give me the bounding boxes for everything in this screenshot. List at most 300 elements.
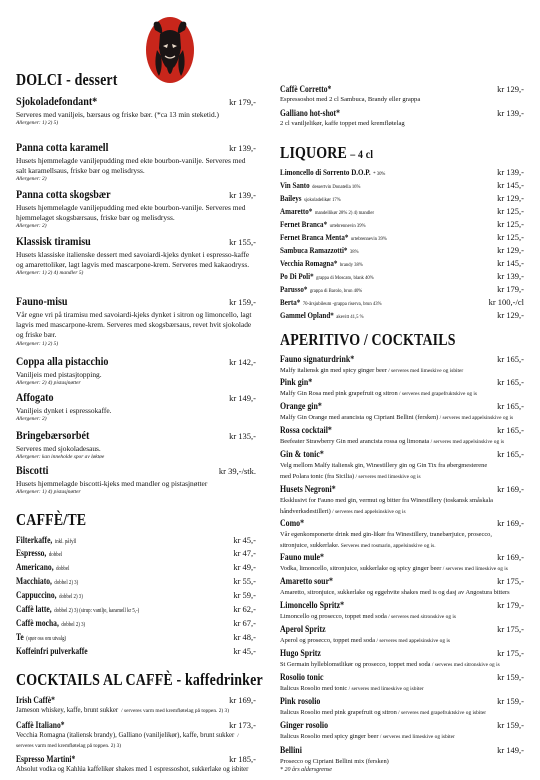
item-row bbox=[280, 576, 524, 587]
item-description bbox=[280, 612, 524, 622]
item-name-text: Baileys bbox=[280, 194, 302, 203]
item-description bbox=[280, 437, 524, 447]
item-note: (spør oss om utvalg) bbox=[26, 636, 67, 642]
item-name: Fauno-misu bbox=[16, 294, 68, 308]
item-name bbox=[280, 272, 374, 281]
item-name: Caffè Corretto* bbox=[280, 84, 332, 94]
item-row bbox=[16, 94, 256, 109]
item-price: kr 169,- bbox=[497, 518, 524, 528]
menu-item bbox=[280, 672, 524, 694]
menu-item bbox=[16, 646, 256, 656]
item-price: kr 125,- bbox=[497, 219, 524, 229]
item-row bbox=[280, 401, 524, 412]
menu-item bbox=[280, 401, 524, 423]
item-price: kr 139,- bbox=[497, 108, 524, 118]
item-row bbox=[16, 632, 256, 642]
item-note: Serveres med rosmarin, appelsinskive og is. bbox=[339, 543, 436, 549]
item-description bbox=[280, 541, 524, 551]
menu-item bbox=[16, 463, 256, 496]
item-row bbox=[16, 234, 256, 249]
item-allergens: Allergener: 1) 2) 4) mandler 5) bbox=[16, 270, 84, 277]
footnote: * 20 års aldersgrense bbox=[280, 767, 332, 773]
item-note: 70-årsjubileum -grappa riserva, brun 43% bbox=[302, 301, 382, 307]
item-description-text: Vodka, limoncello, sitronjuice, sukkerlake og spicy ginger beer bbox=[280, 565, 442, 572]
item-row bbox=[280, 193, 524, 203]
item-name: Rossa cocktail* bbox=[280, 426, 332, 436]
item-price: kr 59,- bbox=[233, 590, 256, 600]
item-name-text: Koffeinfri pulverkaffe bbox=[16, 646, 88, 656]
item-row bbox=[280, 310, 524, 320]
item-row bbox=[16, 576, 256, 586]
item-name-text: Fernet Branca* bbox=[280, 220, 328, 229]
item-name-text: Americano, bbox=[16, 562, 54, 572]
item-description: Husets hjemmelagde vaniljepudding med ekte bourbon-vanilje. Serveres med hjemmelaget skogsbærsaus, friske bær og melisdryss. bbox=[16, 203, 246, 223]
item-description-text: St Germain hylleblomstlikør og prosecco, toppet med soda bbox=[280, 661, 431, 668]
item-price: kr 135,- bbox=[229, 431, 256, 441]
item-note: grappa di Moscato, blank 40% bbox=[316, 275, 374, 281]
item-price: kr 165,- bbox=[497, 377, 524, 387]
item-description bbox=[16, 765, 256, 774]
section-title-text: COCKTAILS AL CAFFÈ - kaffedrinker bbox=[16, 670, 263, 689]
item-row bbox=[280, 258, 524, 268]
item-row bbox=[280, 672, 524, 683]
item-row bbox=[280, 297, 524, 307]
item-name: Biscotti bbox=[16, 463, 49, 477]
item-name: Panna cotta karamell bbox=[16, 140, 109, 154]
item-row bbox=[16, 463, 256, 478]
menu-item bbox=[280, 484, 524, 517]
item-name-text: Limoncello di Sorrento D.O.P. bbox=[280, 168, 371, 177]
item-row bbox=[16, 548, 256, 558]
item-name: Husets Negroni* bbox=[280, 485, 336, 495]
item-price: kr 129,- bbox=[497, 310, 524, 320]
menu-item bbox=[280, 232, 524, 242]
section-subtitle: – 4 cl bbox=[350, 147, 374, 161]
item-note: / serveres med appelsinskive og is bbox=[330, 509, 406, 515]
menu-item bbox=[16, 754, 256, 774]
menu-item bbox=[280, 271, 524, 281]
item-name: Bellini bbox=[280, 746, 302, 756]
item-allergens: Allergener: 1) 4) pistasjnøtter bbox=[16, 489, 81, 496]
item-price: kr 165,- bbox=[497, 401, 524, 411]
menu-item bbox=[16, 535, 256, 545]
menu-item bbox=[16, 548, 256, 558]
item-note: inkl. påfyll bbox=[54, 539, 77, 545]
item-name: Fauno mule* bbox=[280, 553, 324, 563]
item-name bbox=[280, 220, 365, 229]
item-row bbox=[16, 590, 256, 600]
item-row bbox=[280, 624, 524, 635]
item-row bbox=[16, 535, 256, 545]
item-note: grappa di Barolo, brun 40% bbox=[309, 288, 363, 294]
item-description-text: Absolut vodka og Kahlúa kaffelikør shakes med 1 espressoshot, sukkerlake og isbiter bbox=[16, 766, 249, 773]
item-row bbox=[280, 449, 524, 460]
section-title bbox=[280, 330, 456, 350]
menu-item bbox=[16, 618, 256, 628]
item-name-text: Vecchia Romagna* bbox=[280, 259, 338, 268]
item-price: kr 165,- bbox=[497, 425, 524, 435]
item-description: 2 cl vaniljelikør, kaffe toppet med kremfløtelag bbox=[280, 120, 405, 127]
item-description: Husets hjemmelagde vaniljepudding med ekte bourbon-vanilje. Serveres med salt karamellsaus, friske bær og melisdryss. bbox=[16, 156, 246, 176]
section-title-text: APERITIVO / COCKTAILS bbox=[280, 330, 456, 349]
item-name bbox=[16, 590, 83, 600]
menu-item bbox=[280, 576, 524, 598]
item-row bbox=[16, 646, 256, 656]
item-row bbox=[280, 206, 524, 216]
menu-item bbox=[280, 425, 524, 447]
item-row bbox=[16, 604, 256, 614]
section-title bbox=[16, 670, 263, 690]
item-description: Husets hjemmelagde biscotti-kjeks med mandler og pistasjnøtter bbox=[16, 479, 208, 488]
item-name: Como* bbox=[280, 519, 305, 529]
item-description-text: Prosecco og Cipriani Bellini mix (fersken) bbox=[280, 758, 389, 765]
menu-item bbox=[280, 552, 524, 574]
item-row bbox=[280, 377, 524, 388]
item-name-text: Cappuccino, bbox=[16, 590, 57, 600]
item-price: kr 155,- bbox=[229, 237, 256, 247]
item-note: / serveres med appelsinskive og is bbox=[429, 439, 505, 445]
item-price: kr 159,- bbox=[497, 696, 524, 706]
item-name bbox=[280, 259, 363, 268]
item-description-text: med Polara tonic (fra Sicilia) bbox=[280, 473, 355, 480]
item-name-text: Macchiato, bbox=[16, 576, 52, 586]
item-name: Pink gin* bbox=[280, 378, 313, 388]
menu-item bbox=[16, 94, 256, 127]
section-title bbox=[16, 70, 118, 90]
item-note: urtebrennevin 39% bbox=[350, 236, 387, 242]
item-price: kr 49,- bbox=[233, 562, 256, 572]
item-description: Serveres med sjokoladesaus. bbox=[16, 444, 101, 453]
item-description-text: Velg mellom Malfy italiensk gin, Winestillery gin og Gin Tix fra øbergmesterene bbox=[280, 462, 488, 469]
item-price: kr 165,- bbox=[497, 449, 524, 459]
item-name bbox=[280, 285, 362, 294]
item-name bbox=[16, 632, 66, 642]
menu-item bbox=[280, 219, 524, 229]
item-description: Vår egne vri på tiramisu med savoiardi-kjeks dynket i sitron og limoncello, lagt lagvis med mascarpone-krem. Serveres med skogsbærsaus, revet hvit sjokolade og friske bær. bbox=[16, 310, 252, 340]
menu-item bbox=[280, 354, 524, 376]
item-name-text: Berta* bbox=[280, 298, 301, 307]
menu-item bbox=[280, 258, 524, 268]
item-price: kr 145,- bbox=[497, 180, 524, 190]
item-name: Rosolio tonic bbox=[280, 673, 324, 683]
item-price: kr 179,- bbox=[497, 600, 524, 610]
item-name bbox=[280, 246, 359, 255]
item-name: Orange gin* bbox=[280, 402, 322, 412]
item-note: / serveres med limeskive og isbiter bbox=[386, 368, 464, 374]
menu-item bbox=[280, 193, 524, 203]
item-row bbox=[280, 245, 524, 255]
item-name bbox=[280, 207, 374, 216]
item-price: kr 67,- bbox=[233, 618, 256, 628]
item-price: kr 48,- bbox=[233, 632, 256, 642]
item-name bbox=[280, 311, 364, 320]
menu-item bbox=[280, 310, 524, 320]
item-description-text: Aperol og prosecco, toppet med soda bbox=[280, 637, 376, 644]
item-name: Caffè Italiano* bbox=[16, 720, 65, 730]
item-description bbox=[280, 461, 524, 471]
item-price: kr 39,-/stk. bbox=[218, 466, 256, 476]
item-price: kr 175,- bbox=[497, 624, 524, 634]
menu-item bbox=[280, 84, 524, 105]
menu-item bbox=[16, 354, 256, 387]
item-name: Klassisk tiramisu bbox=[16, 234, 91, 248]
item-price: kr 169,- bbox=[497, 552, 524, 562]
menu-item bbox=[16, 234, 256, 277]
satyr-mask-icon bbox=[145, 16, 195, 84]
item-row bbox=[16, 390, 256, 405]
item-price: kr 159,- bbox=[497, 672, 524, 682]
item-row bbox=[280, 219, 524, 229]
item-description bbox=[280, 636, 524, 646]
item-description bbox=[280, 366, 524, 376]
item-description: Espressoshot med 2 cl Sambuca, Brandy eller grappa bbox=[280, 96, 421, 103]
item-description bbox=[280, 588, 524, 598]
item-price: kr 149,- bbox=[229, 393, 256, 403]
item-price: kr 45,- bbox=[233, 646, 256, 656]
item-allergens: Allergener: 2) bbox=[16, 416, 47, 423]
item-row bbox=[280, 484, 524, 495]
menu-item bbox=[280, 696, 524, 718]
menu-item bbox=[16, 187, 256, 230]
menu-item bbox=[16, 294, 256, 348]
item-name: Espresso Martini* bbox=[16, 754, 76, 764]
item-row bbox=[280, 284, 524, 294]
menu-item bbox=[280, 624, 524, 646]
section-title bbox=[280, 143, 373, 163]
item-name bbox=[16, 576, 78, 586]
item-note: brandy 38% bbox=[339, 262, 363, 268]
item-name-text: Filterkaffe, bbox=[16, 535, 53, 545]
item-name bbox=[16, 535, 76, 545]
item-price: kr 129,- bbox=[497, 84, 524, 94]
item-description: Serveres med vaniljeis, bærsaus og friske bær. (*ca 13 min steketid.) bbox=[16, 110, 219, 119]
item-description-text: Vecchia Romagna (italiensk brandy), Galliano (vaniljelikør), kaffe, brunt sukker bbox=[16, 732, 235, 739]
item-note: * 30% bbox=[373, 171, 386, 177]
item-row bbox=[280, 518, 524, 529]
item-name-text: Caffè latte, bbox=[16, 604, 52, 614]
item-name: Pink rosolio bbox=[280, 697, 321, 707]
item-description bbox=[280, 530, 524, 540]
item-note: dobbel bbox=[56, 566, 70, 572]
item-description-text: Italicus Rosolio med spicy ginger beer bbox=[280, 733, 379, 740]
item-name: Coppa alla pistacchio bbox=[16, 354, 109, 368]
item-price: kr 159,- bbox=[497, 720, 524, 730]
item-name bbox=[280, 168, 385, 177]
item-row bbox=[280, 108, 524, 118]
item-description bbox=[280, 564, 524, 574]
item-row bbox=[16, 720, 256, 730]
item-price: kr 129,- bbox=[497, 245, 524, 255]
menu-item bbox=[16, 604, 256, 614]
item-price: kr 139,- bbox=[497, 167, 524, 177]
item-row bbox=[280, 720, 524, 731]
menu-item bbox=[16, 140, 256, 183]
item-price: kr 173,- bbox=[229, 720, 256, 730]
item-price: kr 165,- bbox=[497, 354, 524, 364]
item-name: Gin & tonic* bbox=[280, 450, 324, 460]
item-price: kr 139,- bbox=[229, 190, 256, 200]
satyr-mask-logo bbox=[145, 16, 195, 84]
item-row bbox=[16, 754, 256, 764]
item-price: kr 175,- bbox=[497, 576, 524, 586]
item-description-text: Amaretto, sitronjuice, sukkerlake og eggehvite shakes med is og dasj av Angostura bitters bbox=[280, 589, 510, 596]
menu-item bbox=[280, 518, 524, 551]
item-price: kr 145,- bbox=[497, 258, 524, 268]
menu-item bbox=[280, 206, 524, 216]
item-note: dessertvin Donatella 16% bbox=[312, 184, 361, 190]
item-name-text: Amaretto* bbox=[280, 207, 313, 216]
item-allergens: Allergener: 2) 4) pistasjnøtter bbox=[16, 380, 81, 387]
item-note: / serveres med sitronskive og is bbox=[386, 614, 457, 620]
menu-item bbox=[16, 632, 256, 642]
item-price: kr 149,- bbox=[497, 745, 524, 755]
item-note: urtebrennevin 39% bbox=[329, 223, 366, 229]
item-note: dobbel 2) 3) bbox=[61, 622, 86, 628]
item-row bbox=[280, 84, 524, 94]
item-allergens: Allergener: kan inneholde spor av løktøe bbox=[16, 454, 105, 461]
item-price: kr 47,- bbox=[233, 548, 256, 558]
menu-item bbox=[280, 720, 524, 742]
section-title bbox=[16, 510, 86, 530]
item-description bbox=[280, 507, 524, 517]
item-row bbox=[16, 294, 256, 309]
item-price: kr 185,- bbox=[229, 754, 256, 764]
item-name bbox=[16, 562, 69, 572]
menu-item bbox=[16, 390, 256, 423]
item-price: kr 45,- bbox=[233, 535, 256, 545]
section-title-text: LIQUORE bbox=[280, 143, 347, 162]
item-price: kr 169,- bbox=[497, 484, 524, 494]
item-description bbox=[280, 660, 524, 670]
item-price: kr 125,- bbox=[497, 232, 524, 242]
item-row bbox=[16, 562, 256, 572]
item-name bbox=[16, 646, 88, 656]
item-name-text: Parusso* bbox=[280, 285, 308, 294]
item-note: dobbel 2) 3) bbox=[59, 594, 83, 600]
item-note: / serveres varm med kremfløtelag på toppen. 2) 3) bbox=[16, 733, 239, 749]
menu-item bbox=[16, 590, 256, 600]
item-description-text: Malfy Gin Rosa med pink grapefruit og sitron bbox=[280, 390, 398, 397]
item-price: kr 100,-/cl bbox=[488, 297, 524, 307]
item-name-text: Po Di Poli* bbox=[280, 272, 314, 281]
menu-item bbox=[280, 297, 524, 307]
item-note: dobbel 2) 3) bbox=[54, 580, 79, 586]
item-note: mandellikør 28% 2) 4) mandler bbox=[314, 210, 375, 216]
item-price: kr 62,- bbox=[233, 604, 256, 614]
item-price: kr 139,- bbox=[497, 271, 524, 281]
item-note: / serveres med appelsinskive og is bbox=[375, 638, 450, 644]
menu-item bbox=[280, 284, 524, 294]
item-name: Affogato bbox=[16, 390, 54, 404]
item-description: Vaniljeis dynket i espressokaffe. bbox=[16, 406, 112, 415]
item-note: dobbel 2) 3) (sirup: vanilje, karamell kr 5,-) bbox=[54, 608, 140, 614]
item-description-text: Malfy Gin Orange med arancista og Cipriani Bellini (fersken) bbox=[280, 414, 439, 421]
menu-item bbox=[16, 720, 256, 751]
item-row bbox=[280, 232, 524, 242]
item-row bbox=[280, 425, 524, 436]
item-price: kr 179,- bbox=[229, 97, 256, 107]
item-row bbox=[16, 618, 256, 628]
menu-item bbox=[280, 648, 524, 670]
item-name: Panna cotta skogsbær bbox=[16, 187, 111, 201]
item-row bbox=[280, 600, 524, 611]
item-allergens: Allergener: 1) 2) 5) bbox=[16, 120, 59, 127]
item-price: kr 175,- bbox=[497, 648, 524, 658]
item-description: Vaniljeis med pistasjtopping. bbox=[16, 370, 102, 379]
item-description bbox=[16, 706, 256, 716]
menu-item bbox=[16, 695, 256, 716]
item-note: / serveres med grapefruktskive og isbiter bbox=[396, 710, 487, 716]
item-description-text: håndverksdestilleri) bbox=[280, 508, 331, 515]
item-name: Sjokoladefondant* bbox=[16, 94, 98, 108]
menu-item bbox=[16, 576, 256, 586]
item-name-text: Sambuca Ramazzotti* bbox=[280, 246, 348, 255]
item-note: / serveres med sitronskive og is bbox=[430, 662, 500, 668]
item-price: kr 169,- bbox=[229, 695, 256, 705]
item-description bbox=[280, 684, 524, 694]
item-note: sjokoladelikør 17% bbox=[304, 197, 341, 203]
item-price: kr 129,- bbox=[497, 193, 524, 203]
item-price: kr 139,- bbox=[229, 143, 256, 153]
item-description bbox=[280, 732, 524, 742]
item-description bbox=[16, 731, 256, 751]
item-row bbox=[16, 695, 256, 705]
item-note: / serveres med limeskive og is bbox=[441, 566, 508, 572]
item-note: / serveres varm med kremfløtelag på toppen. 2) 3) bbox=[121, 708, 230, 714]
menu-item bbox=[280, 449, 524, 482]
section-title-text: CAFFÈ/TE bbox=[16, 510, 87, 529]
item-allergens: Allergener: 1) 2) 5) bbox=[16, 340, 59, 347]
item-row bbox=[280, 354, 524, 365]
item-row bbox=[280, 271, 524, 281]
item-name bbox=[280, 181, 360, 190]
item-name-text: Vin Santo bbox=[280, 181, 310, 190]
menu-item bbox=[280, 245, 524, 255]
item-row bbox=[16, 140, 256, 155]
item-row bbox=[16, 187, 256, 202]
item-row bbox=[280, 745, 524, 756]
item-name bbox=[16, 618, 85, 628]
item-description bbox=[280, 708, 524, 718]
item-name: Galliano hot-shot* bbox=[280, 108, 340, 118]
item-description-text: sitronjuice, sukkerlake. bbox=[280, 542, 340, 549]
item-note: dobbel bbox=[48, 552, 63, 558]
item-row bbox=[280, 167, 524, 177]
item-name bbox=[16, 604, 139, 614]
item-name bbox=[280, 194, 341, 203]
item-row bbox=[280, 180, 524, 190]
item-name-text: Te bbox=[16, 632, 24, 642]
item-name-text: Fernet Branca Menta* bbox=[280, 233, 349, 242]
item-price: kr 55,- bbox=[233, 576, 256, 586]
item-description bbox=[280, 413, 524, 423]
item-name: Hugo Spritz bbox=[280, 649, 321, 659]
item-price: kr 159,- bbox=[229, 297, 256, 307]
item-allergens: Allergener: 2) bbox=[16, 223, 47, 230]
menu-item bbox=[16, 428, 256, 461]
item-note: akevitt 41,5 % bbox=[336, 314, 364, 320]
item-description-text: Italicus Rosolio med tonic bbox=[280, 685, 348, 692]
item-name-text: Caffè mocha, bbox=[16, 618, 59, 628]
item-description-text: Malfy italiensk gin med spicy ginger beer bbox=[280, 367, 387, 374]
menu-item bbox=[280, 180, 524, 190]
item-description-text: Beefeater Strawberry Gin med arancista rossa og limonata bbox=[280, 438, 430, 445]
item-note: / serveres med limeskive og isbiter bbox=[347, 686, 424, 692]
item-note: / serveres med limeskive og isbiter bbox=[378, 734, 455, 740]
item-price: kr 125,- bbox=[497, 206, 524, 216]
menu-item bbox=[280, 108, 524, 129]
item-description-text: Eksklusivt for Fauno med gin, vermut og bitter fra Winestillery (toskansk småskala bbox=[280, 497, 493, 504]
